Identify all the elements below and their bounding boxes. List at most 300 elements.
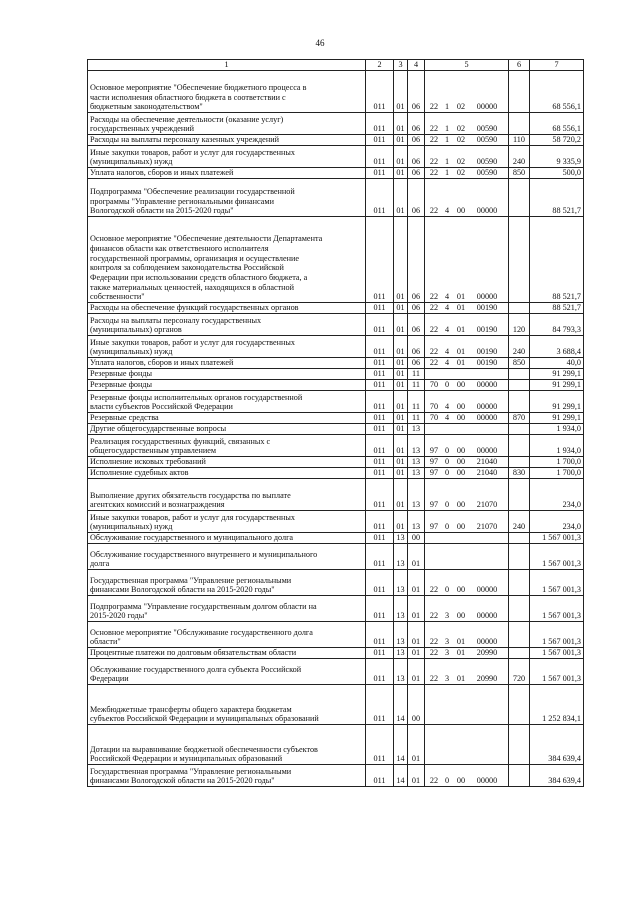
amount-cell: 234,0 <box>530 511 584 533</box>
subsection-code: 13 <box>408 479 425 511</box>
section-code: 01 <box>394 413 408 424</box>
target-code-part: 22 <box>429 102 439 112</box>
target-article-code <box>425 533 509 544</box>
row-name: Резервные фонды <box>88 369 366 380</box>
amount-cell: 234,0 <box>530 479 584 511</box>
amount-cell: 1 567 001,3 <box>530 570 584 596</box>
ministry-code: 011 <box>366 457 394 468</box>
target-code-part: 00 <box>456 457 466 467</box>
amount-cell: 9 335,9 <box>530 146 584 168</box>
table-row <box>88 468 584 479</box>
expense-type-code: 110 <box>509 135 530 146</box>
section-code: 01 <box>394 435 408 457</box>
ministry-code: 011 <box>366 413 394 424</box>
expense-type-code: 240 <box>509 146 530 168</box>
target-code-part: 00000 <box>476 292 498 302</box>
target-code-part: 00000 <box>476 585 498 595</box>
target-code-part: 97 <box>429 446 439 456</box>
section-code: 13 <box>394 544 408 570</box>
target-code-part: 00 <box>456 402 466 412</box>
section-code: 13 <box>394 570 408 596</box>
target-code-part: 00000 <box>476 380 498 390</box>
target-code-part: 00000 <box>476 611 498 621</box>
target-code-part: 22 <box>429 292 439 302</box>
target-code-part: 1 <box>444 135 450 145</box>
ministry-code: 011 <box>366 479 394 511</box>
target-article-code <box>425 303 509 314</box>
subsection-code: 06 <box>408 217 425 303</box>
ministry-code: 011 <box>366 424 394 435</box>
section-code: 01 <box>394 380 408 391</box>
subsection-code: 06 <box>408 135 425 146</box>
target-code-part: 00190 <box>476 325 498 335</box>
table-row <box>88 413 584 424</box>
target-code-part: 22 <box>429 637 439 647</box>
page-number: 46 <box>315 38 325 48</box>
row-name: Государственная программа "Управление региональными финансами Вологодской области на 2015-2020 годы" <box>88 570 366 596</box>
subsection-code: 13 <box>408 457 425 468</box>
expense-type-code <box>509 303 530 314</box>
amount-cell: 91 299,1 <box>530 380 584 391</box>
subsection-code: 01 <box>408 570 425 596</box>
target-code-part: 0 <box>444 776 450 786</box>
table-row <box>88 659 584 685</box>
expense-type-code <box>509 71 530 113</box>
target-code-part: 02 <box>456 157 466 167</box>
table-row <box>88 380 584 391</box>
table-row <box>88 457 584 468</box>
target-code-part: 22 <box>429 206 439 216</box>
row-name: Иные закупки товаров, работ и услуг для государственных (муниципальных) нужд <box>88 511 366 533</box>
row-name: Основное мероприятие "Обеспечение бюджетного процесса в части исполнения областного бюджета в соответствии с бюджетным законодательством" <box>88 71 366 113</box>
target-code-part: 00 <box>456 413 466 423</box>
amount-cell: 1 700,0 <box>530 457 584 468</box>
target-code-part: 22 <box>429 325 439 335</box>
table-row <box>88 479 584 511</box>
target-code-part: 3 <box>444 637 450 647</box>
target-code-part: 0 <box>444 500 450 510</box>
table-header-row <box>88 60 584 71</box>
target-code-part: 70 <box>429 380 439 390</box>
section-code: 01 <box>394 303 408 314</box>
column-header: 3 <box>394 60 408 71</box>
target-code-part: 22 <box>429 611 439 621</box>
subsection-code: 06 <box>408 146 425 168</box>
amount-cell: 68 556,1 <box>530 113 584 135</box>
ministry-code: 011 <box>366 685 394 725</box>
amount-cell: 1 700,0 <box>530 468 584 479</box>
budget-table <box>87 59 584 787</box>
target-code-part: 00000 <box>476 637 498 647</box>
expense-type-code <box>509 179 530 217</box>
section-code: 14 <box>394 685 408 725</box>
row-name: Подпрограмма "Обеспечение реализации государственной программы "Управление региональными финансами Вологодской области на 2015-2020 годы" <box>88 179 366 217</box>
subsection-code: 13 <box>408 424 425 435</box>
section-code: 01 <box>394 358 408 369</box>
subsection-code: 11 <box>408 380 425 391</box>
row-name: Резервные средства <box>88 413 366 424</box>
section-code: 01 <box>394 71 408 113</box>
row-name: Резервные фонды <box>88 380 366 391</box>
section-code: 13 <box>394 533 408 544</box>
row-name: Межбюджетные трансферты общего характера бюджетам субъектов Российской Федерации и муниципальных образований <box>88 685 366 725</box>
row-name: Резервные фонды исполнительных органов государственной власти субъектов Российской Федерации <box>88 391 366 413</box>
amount-cell: 91 299,1 <box>530 391 584 413</box>
target-code-part: 02 <box>456 135 466 145</box>
table-row <box>88 533 584 544</box>
target-code-part: 22 <box>429 157 439 167</box>
subsection-code: 06 <box>408 358 425 369</box>
table-row <box>88 622 584 648</box>
subsection-code: 13 <box>408 468 425 479</box>
ministry-code: 011 <box>366 622 394 648</box>
row-name: Основное мероприятие "Обслуживание государственного долга области" <box>88 622 366 648</box>
table-row <box>88 765 584 787</box>
target-code-part: 4 <box>444 325 450 335</box>
expense-type-code: 240 <box>509 336 530 358</box>
subsection-code: 06 <box>408 71 425 113</box>
target-code-part: 01 <box>456 674 466 684</box>
target-code-part: 4 <box>444 347 450 357</box>
target-code-part: 00 <box>456 522 466 532</box>
target-article-code <box>425 168 509 179</box>
column-header: 6 <box>509 60 530 71</box>
table-row <box>88 570 584 596</box>
row-name: Обслуживание государственного и муниципального долга <box>88 533 366 544</box>
subsection-code: 06 <box>408 314 425 336</box>
target-article-code <box>425 468 509 479</box>
target-code-part: 00000 <box>476 206 498 216</box>
target-code-part: 01 <box>456 292 466 302</box>
target-code-part: 00000 <box>476 102 498 112</box>
subsection-code: 01 <box>408 622 425 648</box>
table-row <box>88 217 584 303</box>
amount-cell: 1 567 001,3 <box>530 622 584 648</box>
subsection-code: 06 <box>408 113 425 135</box>
target-article-code <box>425 358 509 369</box>
section-code: 14 <box>394 765 408 787</box>
target-article-code <box>425 391 509 413</box>
section-code: 13 <box>394 622 408 648</box>
expense-type-code: 720 <box>509 659 530 685</box>
target-code-part: 22 <box>429 358 439 368</box>
subsection-code: 01 <box>408 596 425 622</box>
table-row <box>88 303 584 314</box>
table-row <box>88 336 584 358</box>
expense-type-code <box>509 217 530 303</box>
table-row <box>88 314 584 336</box>
expense-type-code <box>509 435 530 457</box>
expense-type-code <box>509 725 530 765</box>
ministry-code: 011 <box>366 435 394 457</box>
target-code-part: 0 <box>444 446 450 456</box>
target-code-part: 20990 <box>476 648 498 658</box>
target-article-code <box>425 511 509 533</box>
amount-cell: 1 567 001,3 <box>530 544 584 570</box>
section-code: 01 <box>394 479 408 511</box>
subsection-code: 01 <box>408 648 425 659</box>
target-article-code <box>425 380 509 391</box>
ministry-code: 011 <box>366 358 394 369</box>
expense-type-code <box>509 765 530 787</box>
target-article-code <box>425 369 509 380</box>
table-row <box>88 358 584 369</box>
ministry-code: 011 <box>366 336 394 358</box>
target-code-part: 4 <box>444 303 450 313</box>
ministry-code: 011 <box>366 511 394 533</box>
target-article-code <box>425 457 509 468</box>
table-row <box>88 511 584 533</box>
target-code-part: 22 <box>429 347 439 357</box>
target-code-part: 70 <box>429 402 439 412</box>
amount-cell: 500,0 <box>530 168 584 179</box>
table-row <box>88 113 584 135</box>
row-name: Дотации на выравнивание бюджетной обеспеченности субъектов Российской Федерации и муниципальных образований <box>88 725 366 765</box>
ministry-code: 011 <box>366 596 394 622</box>
target-article-code <box>425 765 509 787</box>
expense-type-code <box>509 113 530 135</box>
ministry-code: 011 <box>366 135 394 146</box>
target-article-code <box>425 659 509 685</box>
section-code: 01 <box>394 135 408 146</box>
row-name: Уплата налогов, сборов и иных платежей <box>88 168 366 179</box>
table-row <box>88 146 584 168</box>
row-name: Иные закупки товаров, работ и услуг для государственных (муниципальных) нужд <box>88 146 366 168</box>
target-code-part: 22 <box>429 674 439 684</box>
subsection-code: 06 <box>408 179 425 217</box>
section-code: 01 <box>394 146 408 168</box>
target-code-part: 00190 <box>476 347 498 357</box>
target-code-part: 22 <box>429 135 439 145</box>
target-code-part: 00 <box>456 446 466 456</box>
ministry-code: 011 <box>366 179 394 217</box>
target-code-part: 22 <box>429 648 439 658</box>
ministry-code: 011 <box>366 380 394 391</box>
row-name: Другие общегосударственные вопросы <box>88 424 366 435</box>
section-code: 01 <box>394 511 408 533</box>
row-name: Основное мероприятие "Обеспечение деятельности Департамента финансов области как ответственного исполнителя государственной программы, организация и осуществление контроля за соблюдением законодательства Российской Федерации при использовании средств областного бюджета, а также материальных ценностей, находящихся в областной собственности" <box>88 217 366 303</box>
amount-cell: 91 299,1 <box>530 369 584 380</box>
expense-type-code <box>509 533 530 544</box>
expense-type-code <box>509 544 530 570</box>
ministry-code: 011 <box>366 146 394 168</box>
section-code: 01 <box>394 217 408 303</box>
target-code-part: 21040 <box>476 457 498 467</box>
target-code-part: 00 <box>456 500 466 510</box>
table-row <box>88 544 584 570</box>
target-code-part: 4 <box>444 402 450 412</box>
subsection-code: 00 <box>408 685 425 725</box>
subsection-code: 01 <box>408 725 425 765</box>
row-name: Расходы на обеспечение деятельности (оказание услуг) государственных учреждений <box>88 113 366 135</box>
column-header: 1 <box>88 60 366 71</box>
subsection-code: 06 <box>408 336 425 358</box>
row-name: Иные закупки товаров, работ и услуг для государственных (муниципальных) нужд <box>88 336 366 358</box>
target-code-part: 00 <box>456 206 466 216</box>
section-code: 13 <box>394 648 408 659</box>
table-row <box>88 71 584 113</box>
expense-type-code <box>509 648 530 659</box>
expense-type-code: 870 <box>509 413 530 424</box>
section-code: 13 <box>394 659 408 685</box>
target-article-code <box>425 725 509 765</box>
row-name: Государственная программа "Управление региональными финансами Вологодской области на 2015-2020 годы" <box>88 765 366 787</box>
row-name: Расходы на выплаты персоналу казенных учреждений <box>88 135 366 146</box>
expense-type-code <box>509 479 530 511</box>
target-code-part: 00 <box>456 380 466 390</box>
target-code-part: 1 <box>444 124 450 134</box>
amount-cell: 68 556,1 <box>530 71 584 113</box>
target-article-code <box>425 314 509 336</box>
section-code: 01 <box>394 314 408 336</box>
subsection-code: 11 <box>408 369 425 380</box>
table-row <box>88 685 584 725</box>
target-code-part: 0 <box>444 380 450 390</box>
target-code-part: 01 <box>456 303 466 313</box>
target-code-part: 0 <box>444 585 450 595</box>
section-code: 14 <box>394 725 408 765</box>
target-article-code <box>425 479 509 511</box>
target-code-part: 22 <box>429 585 439 595</box>
target-code-part: 00590 <box>476 168 498 178</box>
row-name: Уплата налогов, сборов и иных платежей <box>88 358 366 369</box>
amount-cell: 1 567 001,3 <box>530 648 584 659</box>
target-article-code <box>425 413 509 424</box>
target-code-part: 0 <box>444 522 450 532</box>
section-code: 01 <box>394 457 408 468</box>
subsection-code: 06 <box>408 303 425 314</box>
target-code-part: 20990 <box>476 674 498 684</box>
ministry-code: 011 <box>366 468 394 479</box>
target-article-code <box>425 179 509 217</box>
subsection-code: 01 <box>408 765 425 787</box>
target-code-part: 0 <box>444 457 450 467</box>
ministry-code: 011 <box>366 217 394 303</box>
target-code-part: 00190 <box>476 303 498 313</box>
amount-cell: 1 934,0 <box>530 435 584 457</box>
target-article-code <box>425 71 509 113</box>
target-code-part: 00000 <box>476 413 498 423</box>
ministry-code: 011 <box>366 314 394 336</box>
row-name: Обслуживание государственного долга субъекта Российской Федерации <box>88 659 366 685</box>
amount-cell: 1 252 834,1 <box>530 685 584 725</box>
row-name: Подпрограмма "Управление государственным долгом области на 2015-2020 годы" <box>88 596 366 622</box>
amount-cell: 1 567 001,3 <box>530 596 584 622</box>
table-row <box>88 435 584 457</box>
section-code: 01 <box>394 468 408 479</box>
amount-cell: 84 793,3 <box>530 314 584 336</box>
amount-cell: 58 720,2 <box>530 135 584 146</box>
target-code-part: 97 <box>429 522 439 532</box>
target-code-part: 3 <box>444 611 450 621</box>
target-code-part: 1 <box>444 168 450 178</box>
target-code-part: 3 <box>444 648 450 658</box>
subsection-code: 11 <box>408 391 425 413</box>
expense-type-code: 850 <box>509 358 530 369</box>
target-code-part: 22 <box>429 168 439 178</box>
amount-cell: 1 567 001,3 <box>530 533 584 544</box>
expense-type-code <box>509 369 530 380</box>
table-row <box>88 369 584 380</box>
target-code-part: 97 <box>429 468 439 478</box>
table-row <box>88 391 584 413</box>
ministry-code: 011 <box>366 71 394 113</box>
column-header: 7 <box>530 60 584 71</box>
expense-type-code <box>509 424 530 435</box>
ministry-code: 011 <box>366 168 394 179</box>
ministry-code: 011 <box>366 648 394 659</box>
target-code-part: 02 <box>456 102 466 112</box>
target-code-part: 01 <box>456 648 466 658</box>
target-code-part: 4 <box>444 413 450 423</box>
expense-type-code: 830 <box>509 468 530 479</box>
target-code-part: 3 <box>444 674 450 684</box>
target-article-code <box>425 685 509 725</box>
ministry-code: 011 <box>366 725 394 765</box>
subsection-code: 00 <box>408 533 425 544</box>
subsection-code: 13 <box>408 435 425 457</box>
target-article-code <box>425 435 509 457</box>
target-article-code <box>425 135 509 146</box>
row-name: Исполнение судебных актов <box>88 468 366 479</box>
target-article-code <box>425 622 509 648</box>
amount-cell: 40,0 <box>530 358 584 369</box>
target-code-part: 02 <box>456 124 466 134</box>
ministry-code: 011 <box>366 544 394 570</box>
target-code-part: 01 <box>456 325 466 335</box>
target-code-part: 21070 <box>476 522 498 532</box>
target-code-part: 01 <box>456 347 466 357</box>
target-code-part: 00590 <box>476 135 498 145</box>
target-code-part: 70 <box>429 413 439 423</box>
row-name: Обслуживание государственного внутреннего и муниципального долга <box>88 544 366 570</box>
section-code: 01 <box>394 391 408 413</box>
expense-type-code <box>509 622 530 648</box>
row-name: Процентные платежи по долговым обязательствам области <box>88 648 366 659</box>
section-code: 01 <box>394 369 408 380</box>
target-code-part: 4 <box>444 292 450 302</box>
target-article-code <box>425 570 509 596</box>
ministry-code: 011 <box>366 113 394 135</box>
expense-type-code <box>509 380 530 391</box>
amount-cell: 91 299,1 <box>530 413 584 424</box>
target-code-part: 21040 <box>476 468 498 478</box>
subsection-code: 01 <box>408 544 425 570</box>
section-code: 01 <box>394 179 408 217</box>
target-code-part: 01 <box>456 637 466 647</box>
target-code-part: 1 <box>444 102 450 112</box>
subsection-code: 06 <box>408 168 425 179</box>
column-header: 4 <box>408 60 425 71</box>
subsection-code: 13 <box>408 511 425 533</box>
section-code: 01 <box>394 336 408 358</box>
target-code-part: 00000 <box>476 776 498 786</box>
target-code-part: 00000 <box>476 402 498 412</box>
target-code-part: 4 <box>444 358 450 368</box>
target-article-code <box>425 217 509 303</box>
target-code-part: 22 <box>429 124 439 134</box>
expense-type-code <box>509 391 530 413</box>
expense-type-code <box>509 685 530 725</box>
target-code-part: 00190 <box>476 358 498 368</box>
expense-type-code <box>509 457 530 468</box>
row-name: Расходы на выплаты персоналу государственных (муниципальных) органов <box>88 314 366 336</box>
ministry-code: 011 <box>366 533 394 544</box>
expense-type-code <box>509 570 530 596</box>
target-code-part: 00590 <box>476 157 498 167</box>
target-article-code <box>425 336 509 358</box>
table-row <box>88 424 584 435</box>
